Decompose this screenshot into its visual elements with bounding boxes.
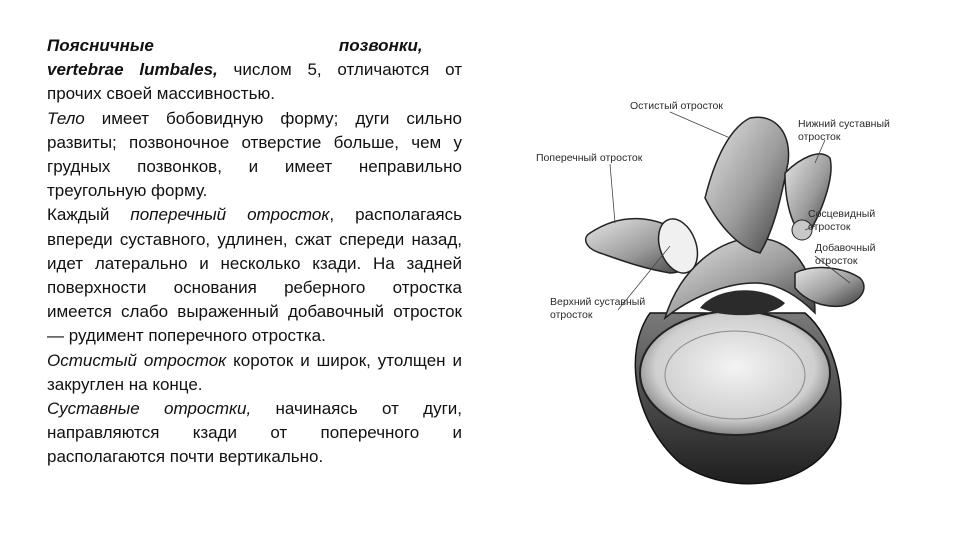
paragraph-3-text: , располагаясь впереди суставного, удлинен, сжат спереди назад, идет латерально и несколько кзади. На задней поверхности основания реберного отростка имеется слабо выраженный добавочный отросток — рудимент поперечного отростка.	[47, 205, 462, 346]
term-spinous: Остистый отросток	[47, 350, 227, 370]
title-term-2: позвонки,	[338, 36, 423, 55]
paragraph-4-text: короток и широк, утолщен и закруглен на конце.	[47, 350, 462, 394]
paragraph-title	[47, 34, 462, 58]
paragraph-body	[47, 107, 462, 204]
paragraph-2-text: имеет бобовидную форму; дуги сильно развиты; позвоночное отверстие больше, чем у грудных позвонков, и имеет неправильно треугольную форму.	[47, 108, 462, 201]
latin-term: vertebrae lumbales,	[47, 60, 218, 80]
label-transverse-process: Поперечный отросток	[536, 152, 643, 164]
vertebral-foramen	[700, 290, 785, 315]
label-superior-articular-2: отросток	[550, 309, 593, 321]
label-inferior-articular-1: Нижний суставный	[798, 118, 890, 130]
label-superior-articular-1: Верхний суставный	[550, 296, 646, 308]
label-spinous-process: Остистый отросток	[630, 100, 723, 112]
paragraph-articular	[47, 397, 462, 470]
paragraph-spinous	[47, 349, 462, 397]
paragraph-1-text: числом 5, отличаются от прочих своей массивностью.	[47, 60, 462, 104]
label-accessory-1: Добавочный	[815, 242, 876, 254]
label-inferior-articular-2: отросток	[798, 131, 841, 143]
description-text	[47, 34, 462, 470]
title-term: Поясничные	[47, 36, 154, 55]
vertebra-drawing	[530, 88, 910, 498]
term-articular: Суставные отростки,	[47, 399, 252, 419]
label-mammillary-1: Сосцевидный	[808, 208, 876, 220]
term-transverse: поперечный отросток	[130, 205, 330, 225]
vertebra-illustration	[530, 88, 910, 498]
vertebral-body-top	[640, 311, 830, 435]
term-body: Тело	[47, 108, 85, 128]
paragraph-lumbales	[47, 58, 462, 106]
paragraph-5-text: начинаясь от дуги, направляются кзади от поперечного и располагаются почти вертикально.	[47, 399, 462, 467]
paragraph-transverse	[47, 203, 462, 348]
spinous-process	[705, 117, 789, 253]
paragraph-3-lead: Каждый	[47, 205, 131, 225]
label-accessory-2: отросток	[815, 255, 858, 267]
label-mammillary-2: отросток	[808, 221, 851, 233]
